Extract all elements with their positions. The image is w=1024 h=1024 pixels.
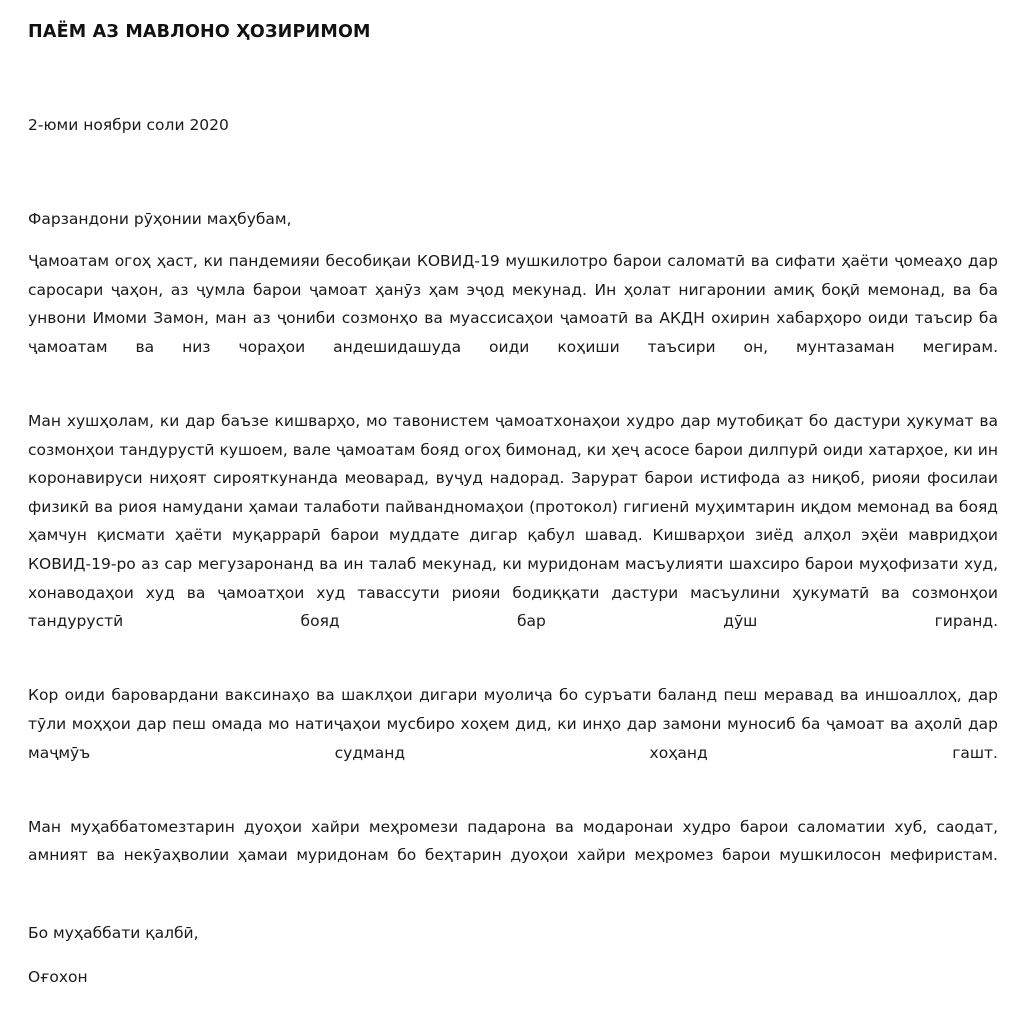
salutation-line: Фарзандони рӯҳонии маҳбубам, — [28, 210, 292, 229]
body-paragraph-1: Ҷамоатам огоҳ ҳаст, ки пандемияи бесобиқаи КОВИД-19 мушкилотро барои саломатӣ ва сифати ҳаёти ҷомеаҳо дар саросари ҷаҳон, аз ҷумла барои ҷамоат ҳанӯз ҳам эҷод мекунад. Ин ҳолат нигаронии амиқ боқӣ мемонад, ва ба унвони Имоми Замон, ман аз ҷониби созмонҳо ва муассисаҳои ҷамоатӣ ва АКДН охирин хабарҳоро оиди таъсир ба ҷамоатам ва низ чораҳои андешидашуда оиди коҳиши таъсири он, мунтазаман мегирам. — [28, 252, 998, 356]
document-date: 2-юми ноябри соли 2020 — [28, 116, 229, 134]
signature-name: Оғохон — [28, 968, 88, 987]
document-content — [28, 0, 998, 988]
body-paragraph-2: Ман хушҳолам, ки дар баъзе кишварҳо, мо тавонистем ҷамоатхонаҳои худро дар мутобиқат бо дастури ҳукумат ва созмонҳои тандурустӣ кушоем, вале ҷамоатам бояд огоҳ бимонад, ки ҳеҷ асосе барои дилпурӣ оиди хатарҳое, ки ин коронавируси ниҳоят сирояткунанда меоварад, вуҷуд надорад. Зарурат барои истифода аз ниқоб, риояи фосилаи физикӣ ва риоя намудани ҳамаи талаботи пайвандномаҳои (протокол) гигиенӣ муҳимтарин иқдом мемонад ва бояд ҳамчун қисмати ҳаёти муқаррарӣ барои муддате дигар қабул шавад. Кишварҳои зиёд алҳол эҳёи мавридҳои КОВИД-19-ро аз сар мегузаронанд ва ин талаб мекунад, ки муридонам масъулияти шахсиро барои муҳофизати худ, хонаводаҳои худ ва ҷамоатҳои худ тавассути риояи бодиққати дастури масъулини ҳукуматӣ ва созмонҳои тандурустӣ бояд бар дӯш гиранд. — [28, 412, 998, 631]
document-title: ПАЁМ АЗ МАВЛОНО ҲОЗИРИМОМ — [28, 22, 371, 42]
body-paragraph-3: Кор оиди баровардани ваксинаҳо ва шаклҳои дигари муолиҷа бо суръати баланд пеш меравад ва иншоаллоҳ, дар тӯли моҳҳои дар пеш омада мо натиҷаҳои мусбиро хоҳем дид, ки инҳо дар замони муносиб ба ҷамоат ва аҳолӣ дар маҷмӯъ судманд хоҳанд гашт. — [28, 686, 998, 762]
closing-line: Бо муҳаббати қалбӣ, — [28, 923, 199, 942]
body-paragraph-4: Ман муҳаббатомезтарин дуоҳои хайри меҳромези падарона ва модаронаи худро барои саломатии хуб, саодат, амният ва некӯаҳволии ҳамаи муридонам бо беҳтарин дуоҳои хайри меҳромез барои мушкилосон мефиристам. — [28, 817, 998, 865]
